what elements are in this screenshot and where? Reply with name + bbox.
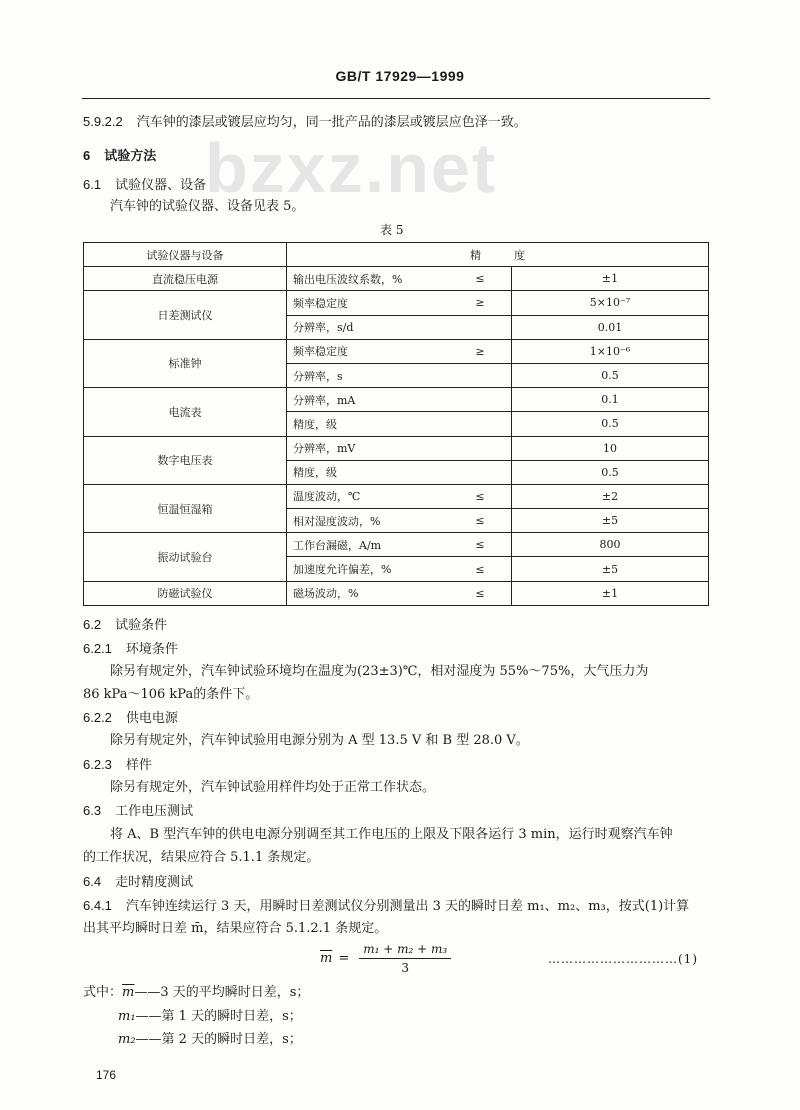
value: 10 — [512, 436, 709, 460]
section-61-text: 汽车钟的试验仪器、设备见表 5。 — [110, 199, 305, 214]
section-title: 走时精度测试 — [115, 875, 194, 890]
sign: ≤ — [449, 484, 512, 508]
definition-symbol: m₁ — [118, 1009, 136, 1024]
sign: ≤ — [449, 533, 512, 557]
equipment-name: 标准钟 — [84, 339, 287, 387]
param: 工作台漏磁，A/m — [287, 533, 450, 557]
header-rule — [82, 98, 710, 99]
definition-text: ——第 2 天的瞬时日差，s； — [135, 1032, 302, 1047]
section-622-text: 除另有规定外，汽车钟试验用电源分别为 A 型 13.5 V 和 B 型 28.0 V。 — [110, 733, 529, 748]
table-row — [84, 533, 709, 557]
table-row — [84, 339, 709, 363]
section-text: 汽车钟连续运行 3 天，用瞬时日差测试仪分别测量出 3 天的瞬时日差 m₁、m₂、m₃，按式(1)计算 — [125, 899, 690, 914]
clause-number: 5.9.2.2 — [83, 114, 123, 129]
section-621-line2: 86 kPa～106 kPa的条件下。 — [83, 687, 259, 702]
sign: ≤ — [449, 581, 512, 605]
formula-1 — [320, 942, 451, 975]
param: 精度，级 — [287, 412, 450, 436]
value: 0.1 — [512, 388, 709, 412]
section-63-heading — [83, 802, 193, 821]
definition-2 — [118, 1031, 302, 1049]
definition-1 — [118, 1008, 302, 1026]
value: ±5 — [512, 509, 709, 533]
definition-lead: 式中： — [83, 985, 123, 1000]
section-title: 试验仪器、设备 — [115, 178, 207, 193]
section-63-line2: 的工作状况，结果应符合 5.1.1 条规定。 — [83, 850, 320, 865]
section-number: 6.2 — [83, 617, 102, 632]
page-number: 176 — [96, 1068, 117, 1082]
table-row — [84, 436, 709, 460]
param: 分辨率，s/d — [287, 315, 450, 339]
value: 0.5 — [512, 460, 709, 484]
equipment-name: 恒温恒湿箱 — [84, 484, 287, 532]
sign: ≤ — [449, 509, 512, 533]
section-64-heading — [83, 873, 193, 892]
clause-text: 汽车钟的漆层或镀层应均匀，同一批产品的漆层或镀层应色泽一致。 — [136, 115, 527, 130]
section-number: 6.2.2 — [83, 710, 112, 725]
sign — [449, 363, 512, 387]
param: 温度波动，℃ — [287, 484, 450, 508]
equipment-name: 防磁试验仪 — [84, 581, 287, 605]
param: 分辨率，s — [287, 363, 450, 387]
equipment-name: 直流稳压电源 — [84, 267, 287, 291]
value: ±5 — [512, 557, 709, 581]
equipment-name: 振动试验台 — [84, 533, 287, 581]
sign: ≥ — [449, 291, 512, 315]
definition-symbol: $\overline{m}$ — [122, 985, 135, 1000]
formula-lhs: $\overline{m}$ — [320, 951, 333, 966]
formula-equals: = — [338, 951, 350, 966]
section-title: 供电电源 — [125, 711, 178, 726]
table-header-row — [84, 243, 709, 267]
section-62-heading — [83, 616, 167, 635]
section-number: 6.4.1 — [83, 898, 112, 913]
table-row — [84, 581, 709, 605]
formula-numerator: m₁ + m₂ + m₃ — [359, 942, 451, 959]
sign — [449, 388, 512, 412]
param: 频率稳定度 — [287, 339, 450, 363]
equipment-name: 电流表 — [84, 388, 287, 436]
clause-5922 — [83, 113, 527, 132]
value: 5×10⁻⁷ — [512, 291, 709, 315]
value: ±1 — [512, 581, 709, 605]
value: 800 — [512, 533, 709, 557]
param: 输出电压波纹系数，% — [287, 267, 450, 291]
section-title: 环境条件 — [125, 642, 178, 657]
section-61-heading — [83, 176, 206, 195]
section-6-heading — [83, 147, 156, 166]
section-623-text: 除另有规定外，汽车钟试验用样件均处于正常工作状态。 — [110, 780, 436, 795]
section-621-heading — [83, 640, 178, 659]
param: 磁场波动，% — [287, 581, 450, 605]
table-row — [84, 388, 709, 412]
equipment-name: 数字电压表 — [84, 436, 287, 484]
sign — [449, 460, 512, 484]
section-63-line1: 将 A、B 型汽车钟的供电电源分别调至其工作电压的上限及下限各运行 3 min，运行时观察汽车钟 — [110, 827, 673, 842]
equipment-name: 日差测试仪 — [84, 291, 287, 339]
header-accuracy: 精 度 — [287, 243, 709, 267]
section-number: 6 — [83, 148, 91, 163]
param: 相对湿度波动，% — [287, 509, 450, 533]
page-header: GB/T 17929—1999 — [335, 68, 465, 84]
value: ±2 — [512, 484, 709, 508]
sign: ≥ — [449, 339, 512, 363]
sign — [449, 412, 512, 436]
definition-symbol: m₂ — [118, 1032, 136, 1047]
value: ±1 — [512, 267, 709, 291]
header-equipment: 试验仪器与设备 — [84, 243, 287, 267]
param: 分辨率，mV — [287, 436, 450, 460]
table-row — [84, 484, 709, 508]
section-title: 工作电压测试 — [115, 804, 194, 819]
section-title: 试验条件 — [115, 618, 168, 633]
value: 0.01 — [512, 315, 709, 339]
sign — [449, 315, 512, 339]
equation-number: …………………………(1) — [548, 952, 698, 966]
sign — [449, 436, 512, 460]
param: 频率稳定度 — [287, 291, 450, 315]
definition-0 — [83, 984, 309, 1002]
section-number: 6.2.3 — [83, 757, 112, 772]
section-number: 6.2.1 — [83, 641, 112, 656]
spec-table — [83, 242, 709, 606]
section-623-heading — [83, 756, 152, 775]
param: 分辨率，mA — [287, 388, 450, 412]
param: 加速度允许偏差，% — [287, 557, 450, 581]
formula-fraction — [359, 942, 451, 975]
section-number: 6.1 — [83, 177, 102, 192]
sign: ≤ — [449, 557, 512, 581]
value: 0.5 — [512, 363, 709, 387]
definition-text: ——第 1 天的瞬时日差，s； — [135, 1009, 302, 1024]
value: 1×10⁻⁶ — [512, 339, 709, 363]
param: 精度，级 — [287, 460, 450, 484]
definition-text: ——3 天的平均瞬时日差，s； — [134, 985, 310, 1000]
section-621-line1: 除另有规定外，汽车钟试验环境均在温度为(23±3)℃，相对湿度为 55%～75%，大气压力为 — [110, 664, 649, 679]
formula-denominator: 3 — [401, 961, 410, 975]
section-title: 样件 — [125, 758, 152, 773]
section-641-line2: 出其平均瞬时日差 m̄，结果应符合 5.1.2.1 条规定。 — [83, 921, 388, 936]
table-row — [84, 267, 709, 291]
value: 0.5 — [512, 412, 709, 436]
section-622-heading — [83, 709, 178, 728]
section-title: 试验方法 — [104, 149, 157, 164]
table-caption: 表 5 — [380, 223, 404, 237]
section-number: 6.4 — [83, 874, 102, 889]
section-number: 6.3 — [83, 803, 102, 818]
section-641-line1 — [83, 897, 689, 916]
watermark: bzxz.net — [205, 129, 498, 207]
sign: ≤ — [449, 267, 512, 291]
table-row — [84, 291, 709, 315]
